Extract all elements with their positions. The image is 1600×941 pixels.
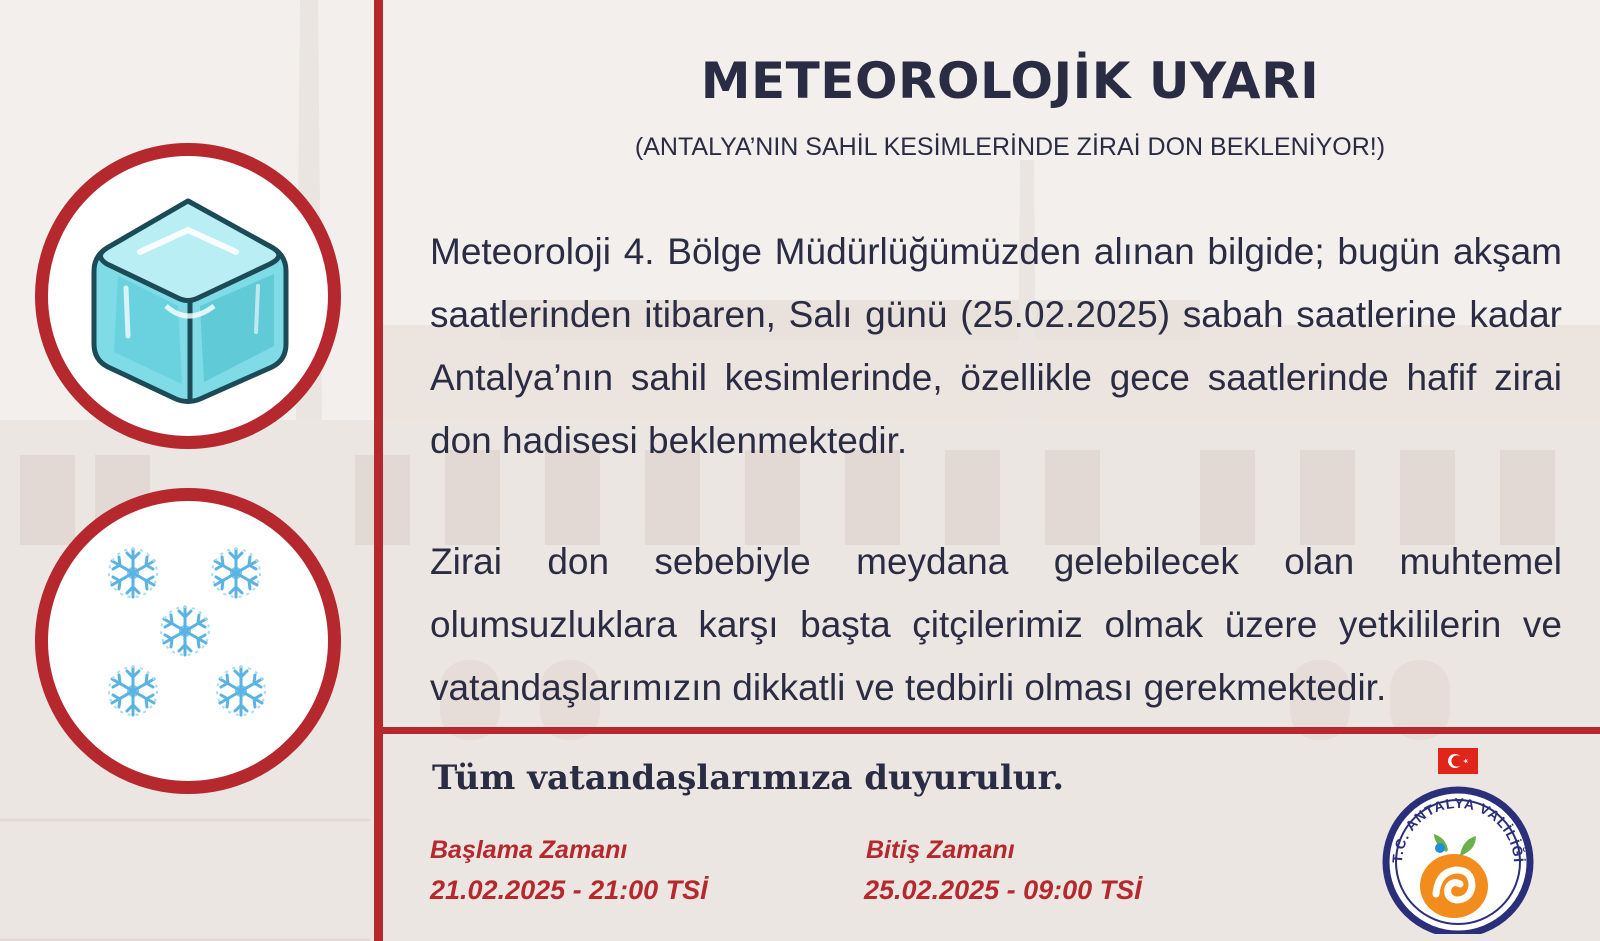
start-time-value: 21.02.2025 - 21:00 TSİ <box>430 875 708 905</box>
start-time-label: Başlama Zamanı <box>430 836 628 864</box>
logo-text: T.C. ANTALYA VALİLİĞİ <box>1388 794 1528 864</box>
page-subtitle: (ANTALYA’NIN SAHİL KESİMLERİNDE ZİRAİ DON BEKLENİYOR!) <box>634 133 1386 161</box>
snowflake-icon <box>48 501 328 781</box>
snow-badge <box>35 488 341 794</box>
ice-badge <box>35 143 341 449</box>
antalya-valiligi-logo <box>1364 744 1544 934</box>
warning-paragraph-2: Zirai don sebebiyle meydana gelebilecek olan muhtemel olumsuzluklara karşı başta çitçilerimiz olmak üzere yetkililerin ve vatandaşlarımızın dikkatli ve tedbirli olması gerekmektedir. <box>430 541 1562 708</box>
end-time-label: Bitiş Zamanı <box>866 836 1015 864</box>
warning-paragraph-1: Meteoroloji 4. Bölge Müdürlüğümüzden alınan bilgide; bugün akşam saatlerinden itibaren, Salı günü (25.02.2025) sabah saatlerine kadar Antalya’nın sahil kesimlerinde, özellikle gece saatlerinde hafif zirai don hadisesi beklenmektedir. <box>430 231 1562 461</box>
announcement-text: Tüm vatandaşlarımıza duyurulur. <box>432 758 1065 798</box>
page-title: METEOROLOJİK UYARI <box>700 52 1320 110</box>
horizontal-divider <box>383 727 1600 734</box>
end-time-value: 25.02.2025 - 09:00 TSİ <box>864 875 1142 905</box>
vertical-divider <box>374 0 383 941</box>
ice-cube-icon <box>48 156 328 436</box>
